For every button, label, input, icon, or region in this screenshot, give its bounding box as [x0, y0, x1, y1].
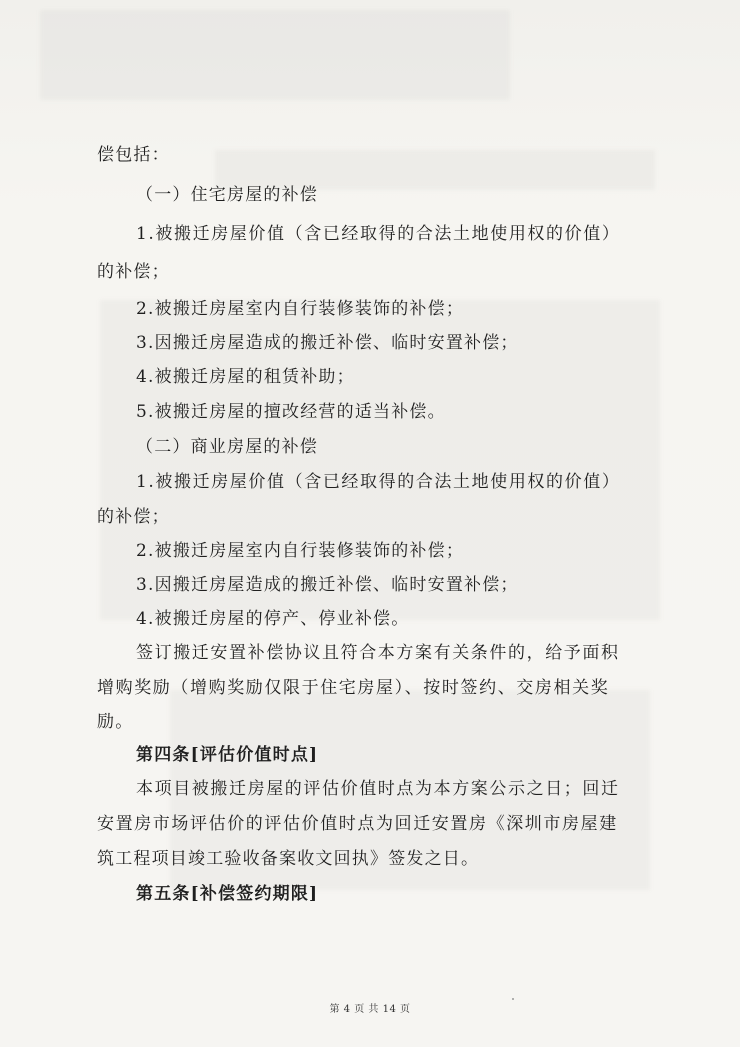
article-4-heading: 第四条[评估价值时点] [136, 745, 319, 765]
bleed-through-mark [215, 150, 655, 190]
commercial-item-1: 1.被搬迁房屋价值（含已经取得的合法土地使用权的价值） [136, 472, 621, 492]
article-4-paragraph-line-1: 本项目被搬迁房屋的评估价值时点为本方案公示之日；回迁 [136, 779, 620, 799]
residential-item-2: 2.被搬迁房屋室内自行装修装饰的补偿； [136, 299, 465, 319]
article-4-paragraph-line-2: 安置房市场评估价的评估价值时点为回迁安置房《深圳市房屋建 [97, 814, 618, 834]
page-footer: 第 4 页 共 14 页 [329, 1004, 411, 1015]
incentive-paragraph-line-2: 增购奖励（增购奖励仅限于住宅房屋）、按时签约、交房相关奖 [97, 678, 610, 698]
section-heading-residential: （一）住宅房屋的补偿 [136, 185, 318, 205]
commercial-item-2: 2.被搬迁房屋室内自行装修装饰的补偿； [136, 541, 465, 561]
incentive-paragraph-line-3: 励。 [97, 712, 134, 732]
section-heading-commercial: （二）商业房屋的补偿 [136, 437, 318, 457]
article-5-heading: 第五条[补偿签约期限] [136, 884, 319, 904]
residential-item-5: 5.被搬迁房屋的擅改经营的适当补偿。 [136, 402, 446, 422]
text-line-1: 偿包括： [97, 145, 170, 165]
scan-speck [512, 998, 514, 1000]
bleed-through-mark [40, 10, 510, 100]
residential-item-3: 3.因搬迁房屋造成的搬迁补偿、临时安置补偿； [136, 333, 519, 353]
commercial-item-1-cont: 的补偿； [97, 507, 170, 527]
article-4-paragraph-line-3: 筑工程项目竣工验收备案收文回执》签发之日。 [97, 849, 480, 869]
residential-item-1-cont: 的补偿； [97, 262, 170, 282]
residential-item-4: 4.被搬迁房屋的租赁补助； [136, 367, 355, 387]
commercial-item-3: 3.因搬迁房屋造成的搬迁补偿、临时安置补偿； [136, 575, 519, 595]
incentive-paragraph-line-1: 签订搬迁安置补偿协议且符合本方案有关条件的，给予面积 [136, 643, 620, 663]
commercial-item-4: 4.被搬迁房屋的停产、停业补偿。 [136, 609, 410, 629]
residential-item-1: 1.被搬迁房屋价值（含已经取得的合法土地使用权的价值） [136, 224, 621, 244]
